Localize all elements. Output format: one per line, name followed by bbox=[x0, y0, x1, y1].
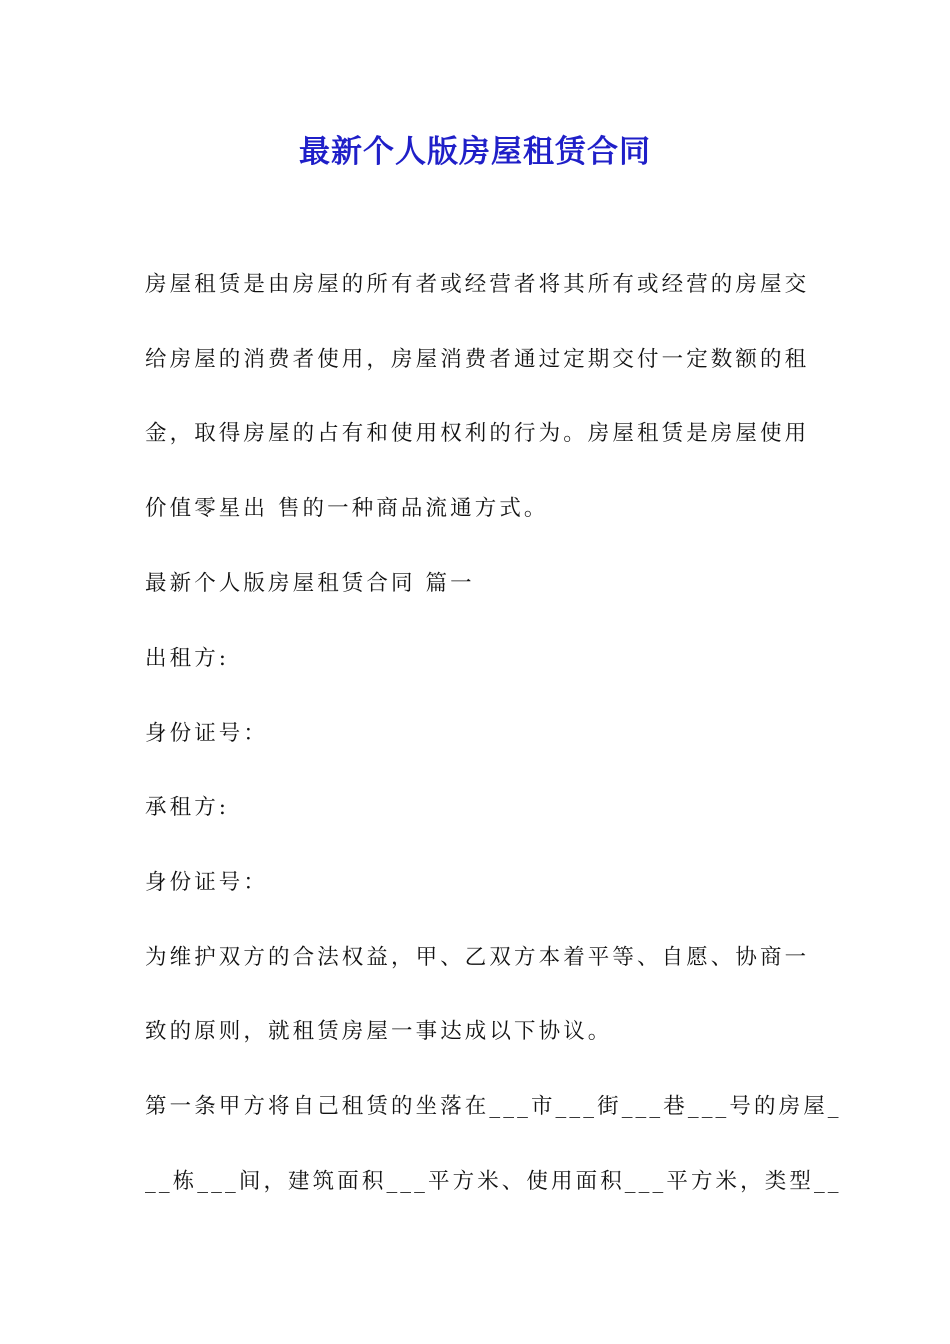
article-1-line-1: 第一条甲方将自己租赁的坐落在___市___街___巷___号的房屋_ bbox=[145, 1094, 842, 1119]
lessee-label: 承租方: bbox=[145, 795, 230, 820]
lessor-id-label: 身份证号： bbox=[145, 721, 269, 746]
intro-line-3: 金，取得房屋的占有和使用权利的行为。房屋租赁是房屋使用 bbox=[145, 421, 810, 446]
intro-line-2: 给房屋的消费者使用，房屋消费者通过定期交付一定数额的租 bbox=[145, 347, 810, 372]
document-title: 最新个人版房屋租赁合同 bbox=[299, 134, 651, 170]
preamble-line-1: 为维护双方的合法权益，甲、乙双方本着平等、自愿、协商一 bbox=[145, 945, 810, 970]
preamble-line-2: 致的原则，就租赁房屋一事达成以下协议。 bbox=[145, 1019, 613, 1044]
intro-line-1: 房屋租赁是由房屋的所有者或经营者将其所有或经营的房屋交 bbox=[145, 272, 810, 297]
section-heading: 最新个人版房屋租赁合同 篇一 bbox=[145, 571, 475, 596]
article-1-line-2: __栋___间，建筑面积___平方米、使用面积___平方米，类型__ bbox=[145, 1169, 842, 1194]
intro-line-4: 价值零星出 售的一种商品流通方式。 bbox=[145, 496, 549, 521]
lessor-label: 出租方: bbox=[145, 646, 230, 671]
lessee-id-label: 身份证号： bbox=[145, 870, 269, 895]
